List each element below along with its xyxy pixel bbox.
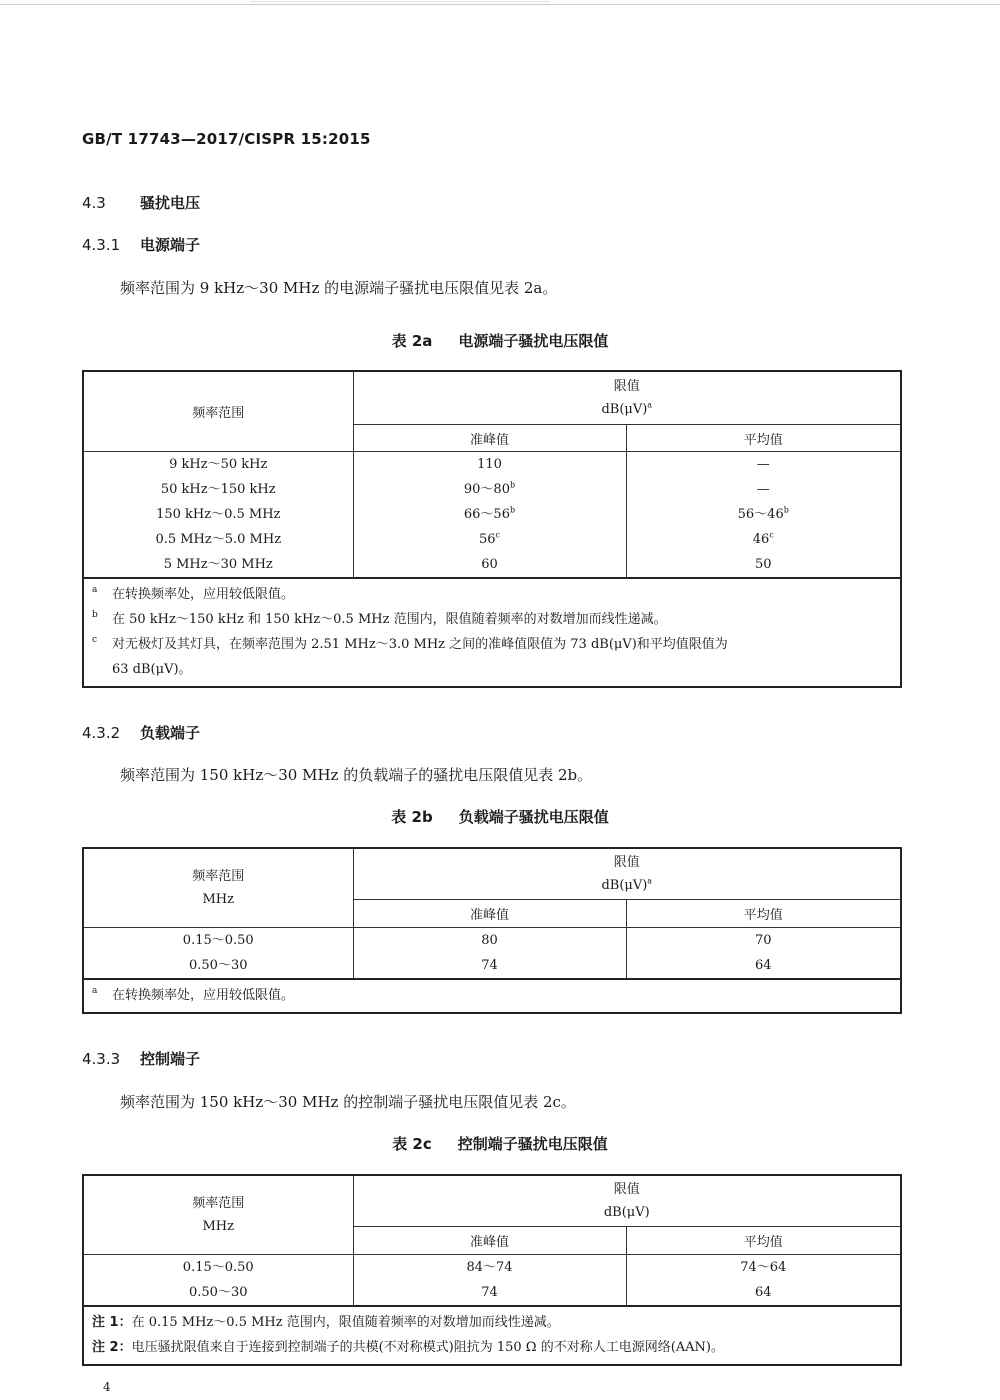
note bbox=[92, 1310, 892, 1335]
cell-value: 60 bbox=[481, 557, 498, 572]
footnote-mark: a bbox=[647, 876, 653, 886]
footnote-mark: c bbox=[92, 635, 98, 645]
header-average: 平均值 bbox=[626, 900, 901, 928]
footnote-text: 对无极灯及其灯具，在频率范围为 2.51 MHz～3.0 MHz 之间的准峰值限值为 73 dB(μV)和平均值限值为 bbox=[112, 637, 728, 652]
table-notes bbox=[83, 979, 901, 1013]
cell-quasi-peak bbox=[353, 477, 626, 502]
cell-value: — bbox=[756, 482, 770, 497]
cell-frequency: 50 kHz～150 kHz bbox=[83, 477, 353, 502]
footnote-mark: c bbox=[495, 530, 501, 540]
cell-average: 64 bbox=[754, 958, 772, 973]
header-average: 平均值 bbox=[626, 1227, 901, 1255]
header-frequency bbox=[83, 1175, 353, 1255]
table-2a-caption bbox=[0, 330, 1000, 351]
table-row bbox=[83, 1255, 901, 1281]
cell-average: 70 bbox=[754, 933, 772, 948]
document-id: GB/T 17743—2017/CISPR 15:2015 bbox=[82, 130, 371, 148]
table-2a bbox=[82, 370, 902, 688]
cell-value: 66～56 bbox=[463, 507, 510, 522]
section-number: 4.3.2 bbox=[82, 724, 121, 742]
footnote-mark: b bbox=[783, 505, 789, 515]
cell-frequency: 9 kHz～50 kHz bbox=[83, 452, 353, 478]
header-quasi-peak: 准峰值 bbox=[353, 425, 626, 452]
top-rule bbox=[0, 4, 1000, 5]
header-limit bbox=[353, 371, 901, 425]
table-notes bbox=[83, 1306, 901, 1365]
table-row bbox=[83, 953, 901, 979]
table-number: 表 2c bbox=[392, 1135, 432, 1153]
footnote-mark: a bbox=[92, 986, 98, 996]
section-4-3-3-heading bbox=[82, 1048, 200, 1069]
section-title: 骚扰电压 bbox=[140, 194, 201, 212]
table-row bbox=[83, 502, 901, 527]
header-limit-label: 限值 bbox=[613, 855, 640, 870]
header-limit bbox=[353, 848, 901, 900]
cell-average: 74～64 bbox=[740, 1260, 787, 1275]
cell-average bbox=[626, 527, 901, 552]
cell-frequency: 0.50～30 bbox=[83, 1280, 353, 1306]
cell-quasi-peak bbox=[353, 452, 626, 478]
footnote-mark: c bbox=[769, 530, 774, 540]
section-number: 4.3 bbox=[82, 194, 106, 212]
header-unit-text: dB(μV) bbox=[601, 878, 648, 893]
footnote-mark: b bbox=[509, 505, 516, 515]
section-4-3-1-text: 频率范围为 9 kHz～30 MHz 的电源端子骚扰电压限值见表 2a。 bbox=[120, 279, 558, 297]
header-unit bbox=[354, 874, 901, 897]
table-row bbox=[83, 477, 901, 502]
header-unit: dB(μV) bbox=[603, 1205, 650, 1220]
note-text: 电压骚扰限值来自于连接到控制端子的共模(不对称模式)阻抗为 150 Ω 的不对称人工电源网络(AAN)。 bbox=[131, 1340, 725, 1355]
cell-quasi-peak: 74 bbox=[353, 953, 626, 979]
header-quasi-peak: 准峰值 bbox=[353, 1227, 626, 1255]
table-2c-caption bbox=[0, 1133, 1000, 1154]
cell-frequency: 0.15～0.50 bbox=[83, 1255, 353, 1281]
section-4-3-heading bbox=[82, 192, 200, 213]
page-number: 4 bbox=[103, 1380, 111, 1394]
cell-quasi-peak: 80 bbox=[353, 928, 626, 954]
table-title: 负载端子骚扰电压限值 bbox=[458, 808, 609, 826]
footnote-continuation: 63 dB(μV)。 bbox=[112, 662, 192, 677]
note-label: 注 2： bbox=[92, 1340, 132, 1355]
cell-quasi-peak bbox=[353, 527, 626, 552]
section-4-3-2-text: 频率范围为 150 kHz～30 MHz 的负载端子的骚扰电压限值见表 2b。 bbox=[120, 766, 593, 784]
table-2c bbox=[82, 1174, 902, 1366]
section-title: 电源端子 bbox=[140, 236, 201, 254]
table-2b bbox=[82, 847, 902, 1014]
cell-value: 110 bbox=[477, 457, 502, 472]
header-limit bbox=[353, 1175, 901, 1227]
header-frequency: 频率范围 bbox=[83, 371, 353, 452]
footnote-text: 在转换频率处，应用较低限值。 bbox=[112, 587, 295, 602]
header-unit bbox=[354, 398, 901, 421]
cell-quasi-peak bbox=[353, 502, 626, 527]
note bbox=[92, 1335, 892, 1360]
note-text: 在 0.15 MHz～0.5 MHz 范围内，限值随着频率的对数增加而线性递减。 bbox=[131, 1315, 560, 1330]
table-notes bbox=[83, 578, 901, 687]
top-rule-faint bbox=[250, 1, 550, 2]
cell-value: — bbox=[756, 457, 770, 472]
footnote bbox=[92, 607, 892, 632]
cell-average bbox=[626, 552, 901, 578]
table-row bbox=[83, 552, 901, 578]
cell-frequency: 150 kHz～0.5 MHz bbox=[83, 502, 353, 527]
footnote-mark: b bbox=[92, 610, 98, 620]
section-4-3-2-heading bbox=[82, 722, 200, 743]
table-number: 表 2a bbox=[391, 332, 433, 350]
cell-quasi-peak: 84～74 bbox=[353, 1255, 626, 1281]
table-row bbox=[83, 1280, 901, 1306]
table-row bbox=[83, 928, 901, 954]
cell-frequency: 0.5 MHz～5.0 MHz bbox=[83, 527, 353, 552]
cell-average bbox=[626, 502, 901, 527]
cell-average bbox=[626, 477, 901, 502]
header-average: 平均值 bbox=[626, 425, 901, 452]
cell-frequency: 0.15～0.50 bbox=[83, 928, 353, 954]
footnote-text: 在 50 kHz～150 kHz 和 150 kHz～0.5 MHz 范围内，限值随着频率的对数增加而线性递减。 bbox=[112, 612, 667, 627]
cell-frequency: 5 MHz～30 MHz bbox=[83, 552, 353, 578]
header-frequency-unit: MHz bbox=[202, 1219, 234, 1234]
cell-value: 56 bbox=[478, 532, 496, 547]
footnote bbox=[92, 983, 892, 1008]
cell-value: 46 bbox=[752, 532, 770, 547]
header-frequency-unit: MHz bbox=[202, 892, 234, 907]
footnote bbox=[92, 582, 892, 607]
header-limit-label: 限值 bbox=[613, 379, 640, 394]
header-frequency bbox=[83, 848, 353, 928]
table-row bbox=[83, 452, 901, 478]
table-row bbox=[83, 527, 901, 552]
cell-value: 56～46 bbox=[737, 507, 784, 522]
cell-frequency: 0.50～30 bbox=[83, 953, 353, 979]
note-label: 注 1： bbox=[92, 1315, 132, 1330]
cell-average bbox=[626, 452, 901, 478]
cell-average: 64 bbox=[754, 1285, 772, 1300]
section-number: 4.3.1 bbox=[82, 236, 121, 254]
header-unit-text: dB(μV) bbox=[601, 402, 648, 417]
cell-quasi-peak: 74 bbox=[353, 1280, 626, 1306]
footnote-text: 在转换频率处，应用较低限值。 bbox=[112, 988, 295, 1003]
footnote-mark: b bbox=[509, 480, 516, 490]
table-number: 表 2b bbox=[391, 808, 433, 826]
header-frequency-label: 频率范围 bbox=[192, 869, 245, 884]
section-number: 4.3.3 bbox=[82, 1050, 121, 1068]
cell-value: 90～80 bbox=[463, 482, 510, 497]
section-title: 控制端子 bbox=[140, 1050, 201, 1068]
section-4-3-3-text: 频率范围为 150 kHz～30 MHz 的控制端子骚扰电压限值见表 2c。 bbox=[120, 1093, 576, 1111]
header-limit-label: 限值 bbox=[613, 1182, 640, 1197]
section-title: 负载端子 bbox=[140, 724, 201, 742]
footnote-mark: a bbox=[92, 585, 98, 595]
header-quasi-peak: 准峰值 bbox=[353, 900, 626, 928]
cell-value: 50 bbox=[754, 557, 772, 572]
table-2b-caption bbox=[0, 806, 1000, 827]
header-frequency-label: 频率范围 bbox=[192, 1196, 245, 1211]
footnote-mark: a bbox=[647, 400, 653, 410]
table-title: 控制端子骚扰电压限值 bbox=[457, 1135, 608, 1153]
footnote bbox=[92, 632, 892, 657]
section-4-3-1-heading bbox=[82, 234, 200, 255]
table-title: 电源端子骚扰电压限值 bbox=[458, 332, 609, 350]
cell-quasi-peak bbox=[353, 552, 626, 578]
